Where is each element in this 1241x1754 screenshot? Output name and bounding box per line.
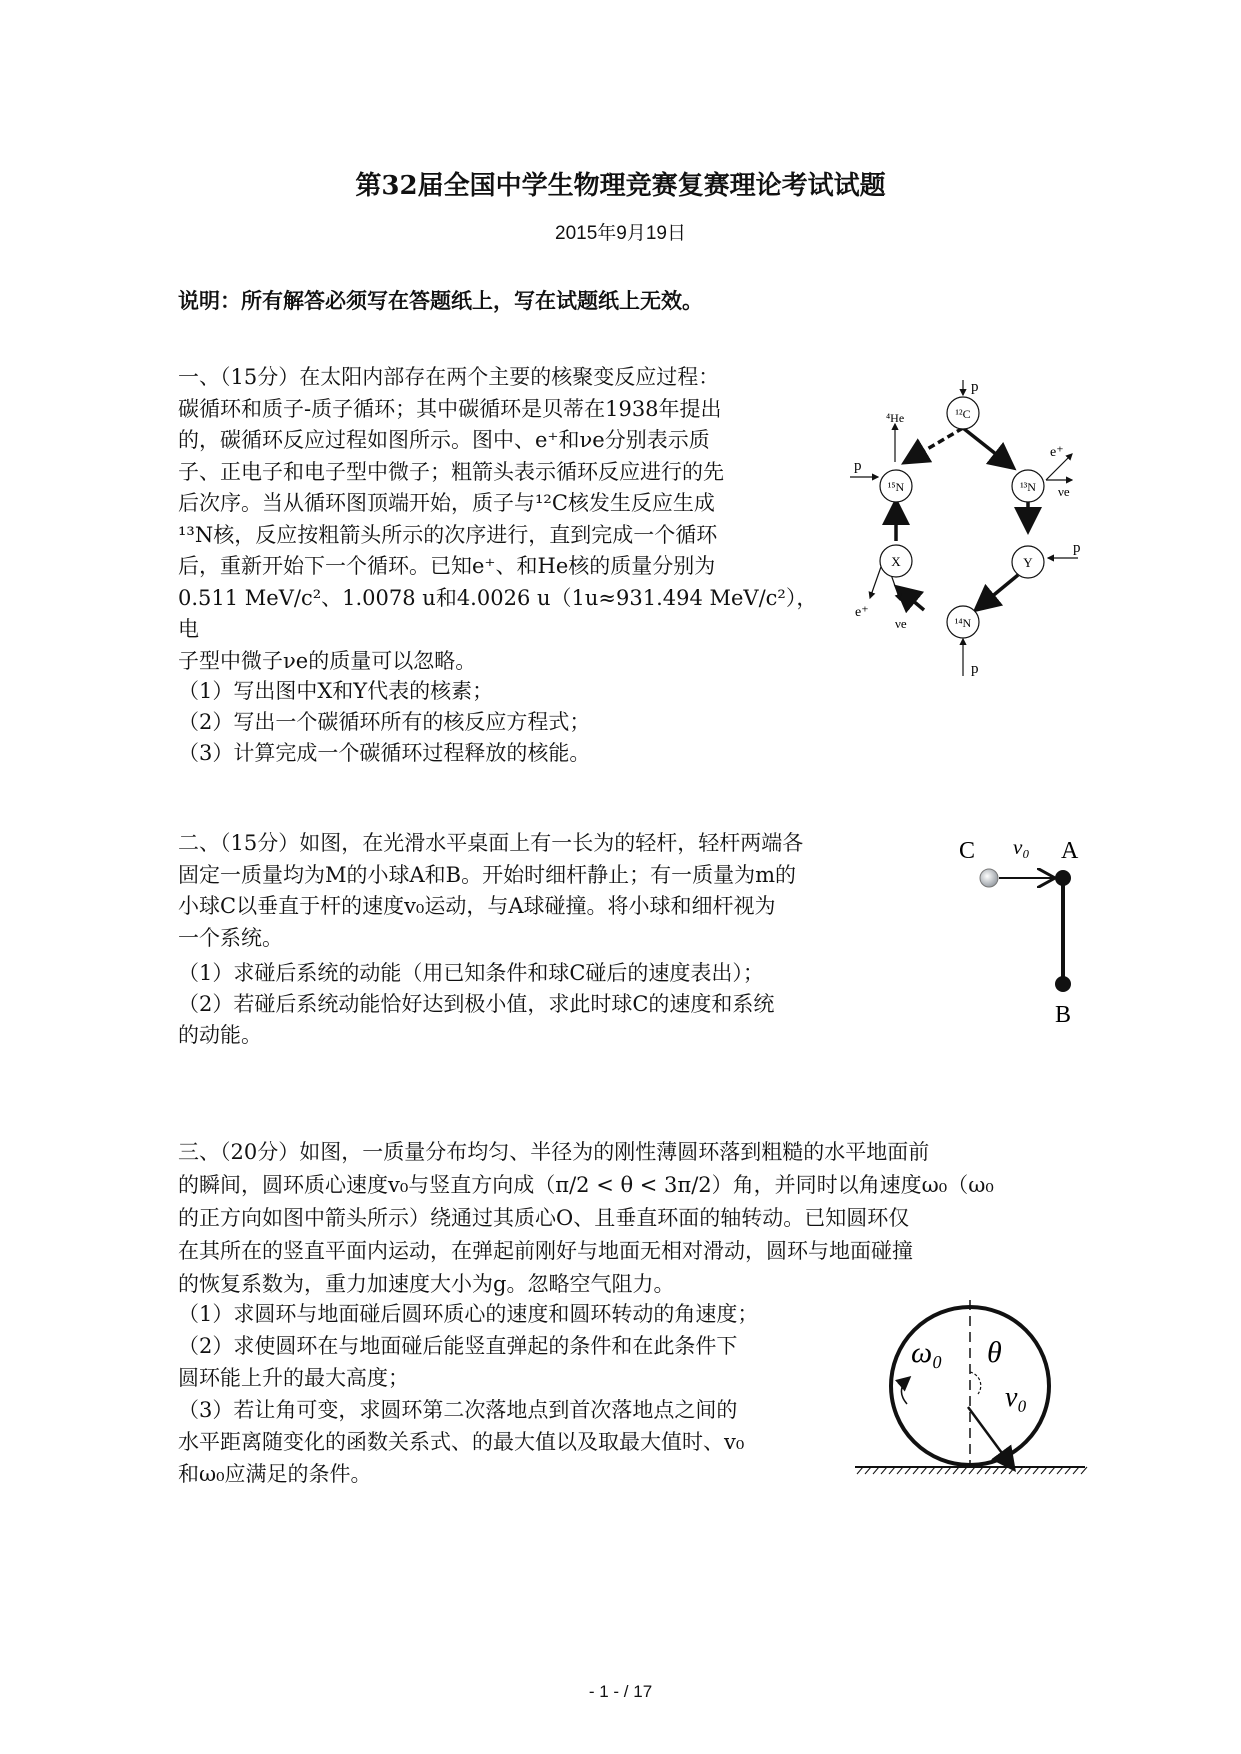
q2-line: 一个系统。 bbox=[178, 925, 283, 950]
q3-sub: 和ω₀应满足的条件。 bbox=[178, 1462, 372, 1486]
ball-a bbox=[1055, 870, 1071, 886]
rotation-arrow bbox=[901, 1378, 909, 1404]
positron-arrow bbox=[870, 564, 882, 598]
q1-line: 后，重新开始下一个循环。已知e⁺、和He核的质量分别为 bbox=[178, 554, 716, 578]
hatch-mark bbox=[929, 1467, 935, 1474]
question-3-text bbox=[178, 1136, 1078, 1301]
label-he: ⁴He bbox=[886, 411, 905, 425]
q2-sub: （1）求碰后系统的动能（用已知条件和球C碰后的速度表出）； bbox=[178, 961, 764, 985]
label-p: p bbox=[971, 379, 979, 395]
theta-arc bbox=[970, 1372, 981, 1394]
q1-sub: （3）计算完成一个碳循环过程释放的核能。 bbox=[178, 741, 591, 765]
node-y-label: Y bbox=[1023, 555, 1033, 570]
hatch-mark bbox=[1073, 1467, 1079, 1474]
q1-line: 子、正电子和电子型中微子；粗箭头表示循环反应进行的先 bbox=[178, 459, 724, 484]
q3-line: 的恢复系数为，重力加速度大小为g。忽略空气阻力。 bbox=[178, 1272, 675, 1296]
hatch-mark bbox=[1041, 1467, 1047, 1474]
hatch-mark bbox=[1001, 1467, 1007, 1474]
node-n14-label: ¹⁴N bbox=[954, 616, 972, 630]
node-c12-label: ¹²C bbox=[955, 407, 971, 421]
hatch-mark bbox=[1017, 1467, 1023, 1474]
hatch-mark bbox=[985, 1467, 991, 1474]
hatch-mark bbox=[873, 1467, 879, 1474]
label-v0: v₀ bbox=[1005, 1382, 1028, 1413]
question-2-text bbox=[178, 828, 928, 954]
node-n13-label: ¹³N bbox=[1020, 480, 1036, 494]
page-title: 第32届全国中学生物理竞赛复赛理论考试试题 bbox=[355, 171, 886, 201]
instructions-note: 说明：所有解答必须写在答题纸上，写在试题纸上无效。 bbox=[178, 288, 703, 313]
ring-diagram bbox=[855, 1300, 1095, 1490]
question-3-subquestions bbox=[178, 1298, 758, 1490]
q2-sub: 的动能。 bbox=[178, 1023, 262, 1047]
cycle-arrow bbox=[978, 575, 1018, 608]
q1-line: 后次序。当从循环图顶端开始，质子与¹²C核发生反应生成 bbox=[178, 491, 715, 515]
rod-collision-diagram bbox=[955, 832, 1095, 1032]
hatch-mark bbox=[897, 1467, 903, 1474]
q3-sub: 水平距离随变化的函数关系式、的最大值以及取最大值时、v₀ bbox=[178, 1430, 745, 1454]
q3-sub: （3）若让角可变，求圆环第二次落地点到首次落地点之间的 bbox=[178, 1398, 738, 1422]
hatch-mark bbox=[1065, 1467, 1071, 1474]
ball-b bbox=[1055, 976, 1071, 992]
cycle-arrow bbox=[899, 589, 924, 610]
label-eplus: e⁺ bbox=[1050, 445, 1064, 460]
hatch-mark bbox=[881, 1467, 887, 1474]
hatch-mark bbox=[913, 1467, 919, 1474]
label-nu: νe bbox=[895, 616, 907, 631]
question-1-subquestions bbox=[178, 676, 590, 769]
label-ball-a: A bbox=[1061, 838, 1079, 864]
hatch-mark bbox=[1025, 1467, 1031, 1474]
q2-line: 二、（15分）如图，在光滑水平桌面上有一长为的轻杆，轻杆两端各 bbox=[178, 831, 804, 855]
label-theta: θ bbox=[987, 1336, 1002, 1369]
label-p: p bbox=[1073, 540, 1081, 556]
hatch-mark bbox=[937, 1467, 943, 1474]
label-eplus: e⁺ bbox=[855, 605, 869, 620]
q3-line: 在其所在的竖直平面内运动，在弹起前刚好与地面无相对滑动，圆环与地面碰撞 bbox=[178, 1239, 913, 1263]
hatch-mark bbox=[1057, 1467, 1063, 1474]
ball-c bbox=[980, 869, 998, 887]
hatch-mark bbox=[1049, 1467, 1055, 1474]
hatch-mark bbox=[865, 1467, 871, 1474]
q1-line: 一、（15分）在太阳内部存在两个主要的核聚变反应过程： bbox=[178, 365, 720, 389]
label-p: p bbox=[971, 661, 979, 677]
cycle-arrow bbox=[912, 428, 963, 458]
hatch-mark bbox=[945, 1467, 951, 1474]
hatch-mark bbox=[961, 1467, 967, 1474]
label-v0: v₀ bbox=[1013, 835, 1030, 859]
q1-line: 碳循环和质子-质子循环；其中碳循环是贝蒂在1938年提出 bbox=[178, 396, 722, 421]
hatch-mark bbox=[857, 1467, 863, 1474]
q2-line: 固定一质量均为M的小球A和B。开始时细杆静止；有一质量为m的 bbox=[178, 862, 797, 887]
q3-line: 三、（20分）如图，一质量分布均匀、半径为的刚性薄圆环落到粗糙的水平地面前 bbox=[178, 1140, 930, 1164]
label-omega: ω₀ bbox=[911, 1336, 943, 1369]
q3-sub: （1）求圆环与地面碰后圆环质心的速度和圆环转动的角速度； bbox=[178, 1302, 759, 1326]
q1-sub: （2）写出一个碳循环所有的核反应方程式； bbox=[178, 710, 591, 734]
hatch-mark bbox=[905, 1467, 911, 1474]
q3-sub: 圆环能上升的最大高度； bbox=[178, 1366, 409, 1390]
hatch-mark bbox=[953, 1467, 959, 1474]
exam-date: 2015年9月19日 bbox=[555, 223, 686, 244]
q1-line: 0.511 MeV/c²、1.0078 u和4.0026 u（1u≈931.494 MeV/c²），电 bbox=[178, 585, 818, 641]
hatch-mark bbox=[921, 1467, 927, 1474]
label-nu: νe bbox=[1058, 484, 1070, 499]
hatch-mark bbox=[993, 1467, 999, 1474]
q3-line: 的瞬间，圆环质心速度v₀与竖直方向成（π/2 < θ < 3π/2）角，并同时以角速度ω₀（ω₀ bbox=[178, 1173, 994, 1197]
q1-line: ¹³N核，反应按粗箭头所示的次序进行，直到完成一个循环 bbox=[178, 522, 718, 547]
label-ball-c: C bbox=[959, 838, 976, 864]
velocity-arrow bbox=[968, 1407, 1013, 1468]
q1-sub: （1）写出图中X和Y代表的核素； bbox=[178, 679, 494, 703]
hatch-mark bbox=[1081, 1467, 1087, 1474]
hatch-mark bbox=[969, 1467, 975, 1474]
q3-line: 的正方向如图中箭头所示）绕通过其质心O、且垂直环面的轴转动。已知圆环仅 bbox=[178, 1206, 910, 1230]
q1-line: 子型中微子νe的质量可以忽略。 bbox=[178, 648, 477, 673]
q2-line: 小球C以垂直于杆的速度v₀运动，与A球碰撞。将小球和细杆视为 bbox=[178, 894, 776, 918]
page-number: - 1 - / 17 bbox=[588, 1682, 653, 1701]
ground-hatching bbox=[857, 1467, 1087, 1474]
question-1-text bbox=[178, 362, 838, 677]
hatch-mark bbox=[889, 1467, 895, 1474]
node-x-label: X bbox=[891, 554, 901, 569]
node-n15-label: ¹⁵N bbox=[887, 480, 905, 494]
q1-line: 的，碳循环反应过程如图所示。图中、e⁺和νe分别表示质 bbox=[178, 428, 710, 452]
cycle-arrow-head bbox=[907, 458, 912, 461]
q3-sub: （2）求使圆环在与地面碰后能竖直弹起的条件和在此条件下 bbox=[178, 1334, 738, 1358]
hatch-mark bbox=[977, 1467, 983, 1474]
label-p: p bbox=[854, 458, 862, 474]
cycle-arrow bbox=[963, 428, 1011, 466]
label-ball-b: B bbox=[1055, 1002, 1072, 1028]
q2-sub: （2）若碰后系统动能恰好达到极小值，求此时球C的速度和系统 bbox=[178, 992, 775, 1016]
carbon-cycle-diagram bbox=[850, 378, 1100, 680]
hatch-mark bbox=[1033, 1467, 1039, 1474]
question-2-subquestions bbox=[178, 958, 774, 1051]
